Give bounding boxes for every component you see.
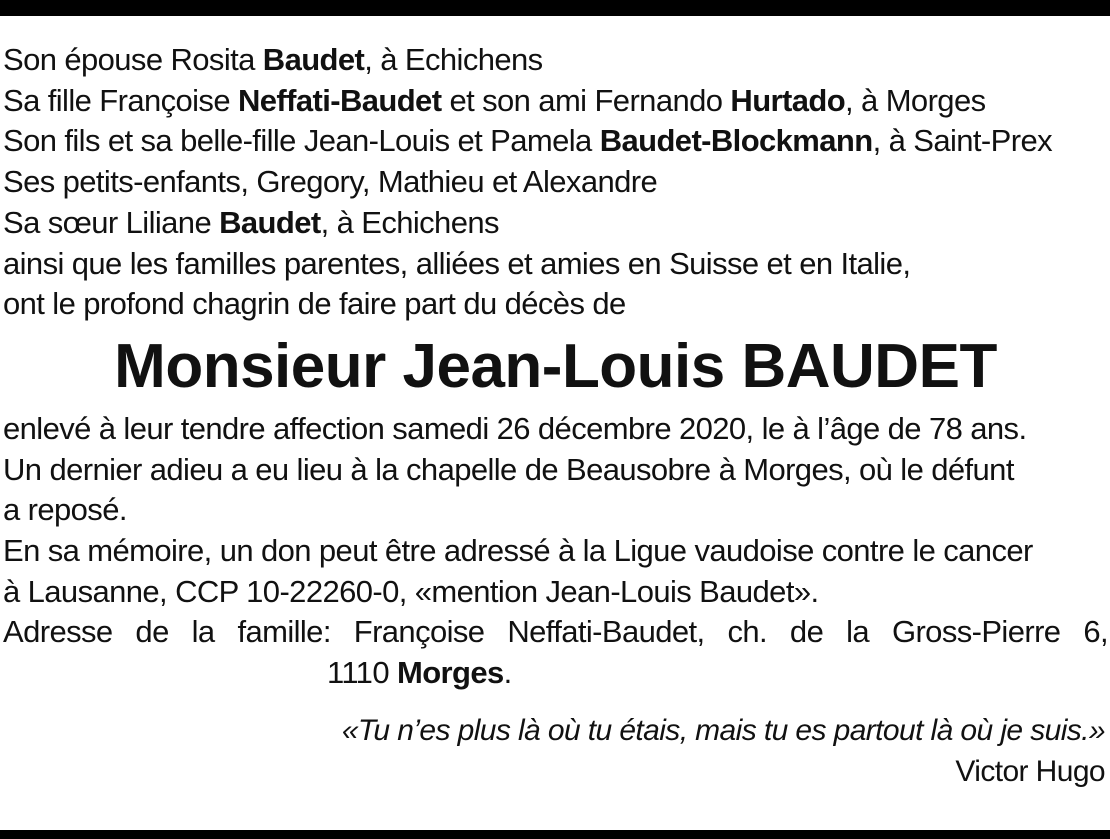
body-line-donation-ccp: à Lausanne, CCP 10-22260-0, «mention Jean-Louis Baudet». [3, 573, 819, 609]
family-line-grandchildren: Ses petits-enfants, Gregory, Mathieu et Alexandre [3, 164, 658, 200]
body-line-family-address: Adresse de la famille: Françoise Neffati-Baudet, ch. de la Gross-Pierre 6, [3, 614, 1108, 650]
obituary-notice [3, 40, 1108, 791]
body-line-address-city: 1110 Morges. [327, 655, 512, 691]
top-border-rule [0, 0, 1110, 16]
body-line-farewell-cont: a reposé. [3, 492, 127, 528]
deceased-name: Monsieur Jean-Louis BAUDET [114, 331, 997, 401]
memorial-quote: «Tu n’es plus là où tu étais, mais tu es partout là où je suis.» [341, 713, 1105, 747]
family-line-daughter: Sa fille Françoise Neffati-Baudet et son ami Fernando Hurtado, à Morges [3, 82, 986, 118]
family-line-relatives: ainsi que les familles parentes, alliées et amies en Suisse et en Italie, [3, 245, 911, 281]
family-line-spouse: Son épouse Rosita Baudet, à Echichens [3, 42, 543, 77]
bottom-border-rule [0, 830, 1110, 839]
family-line-son: Son fils et sa belle-fille Jean-Louis et Pamela Baudet-Blockmann, à Saint-Prex [3, 123, 1052, 159]
family-line-sister: Sa sœur Liliane Baudet, à Echichens [3, 204, 499, 240]
body-line-farewell: Un dernier adieu a eu lieu à la chapelle de Beausobre à Morges, où le défunt [3, 451, 1014, 487]
body-line-donation: En sa mémoire, un don peut être adressé à la Ligue vaudoise contre le cancer [3, 533, 1033, 569]
family-line-announcement: ont le profond chagrin de faire part du décès de [3, 286, 626, 322]
quote-author: Victor Hugo [955, 754, 1105, 788]
body-line-death-date: enlevé à leur tendre affection samedi 26 décembre 2020, le à l’âge de 78 ans. [3, 410, 1027, 446]
